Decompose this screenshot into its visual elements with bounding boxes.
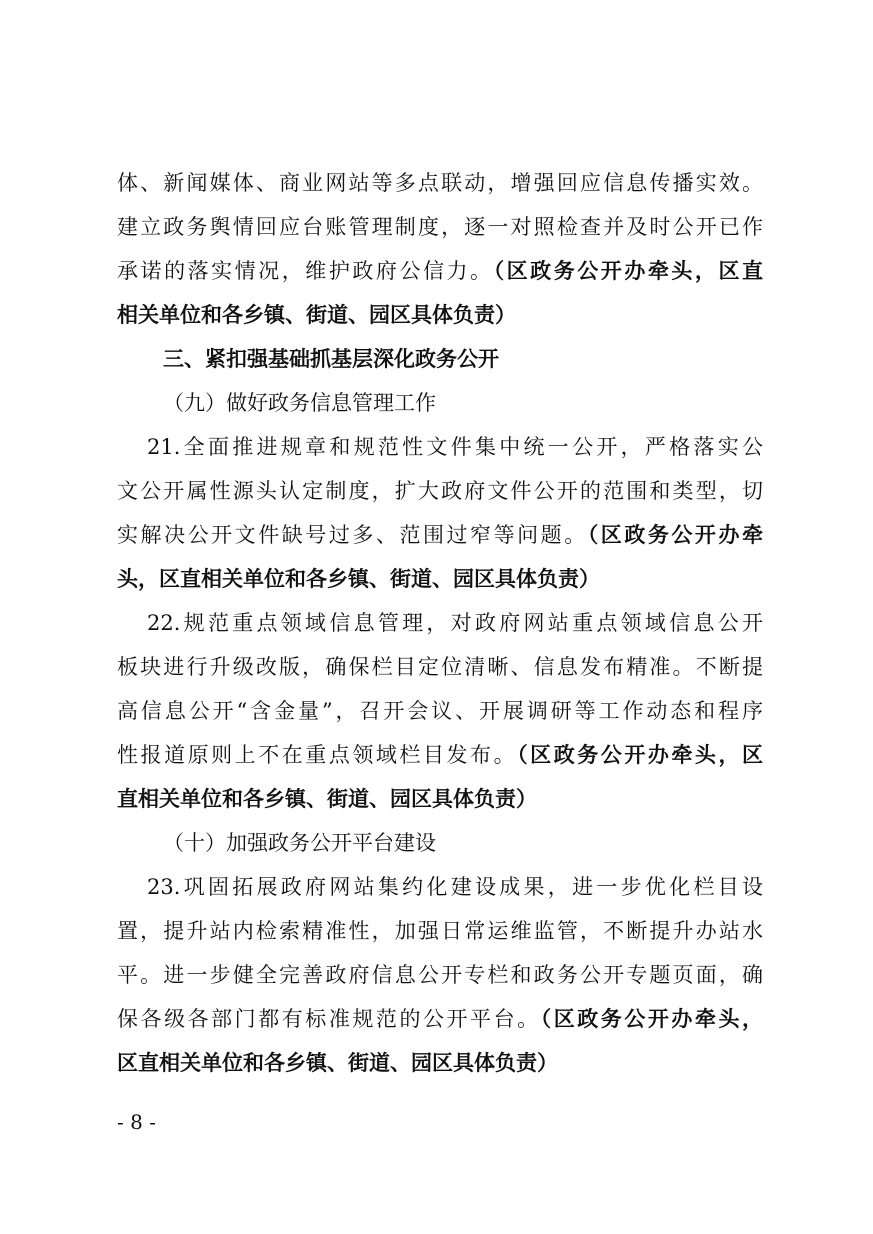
subsection-title: （十）加强政务公开平台建设 <box>163 831 436 855</box>
text: 22.规范重点领域信息管理，对政府网站重点领域信息公开 <box>147 611 763 635</box>
text: 实解决公开文件缺号过多、范围过窄等问题。 <box>117 523 588 547</box>
responsibility-note: （区政务公开办牵头，区 <box>517 742 763 767</box>
section-heading <box>117 337 763 381</box>
responsibility-note: （区政务公开办牵头，区直 <box>493 258 763 283</box>
text: 文公开属性源头认定制度，扩大政府文件公开的范围和类型，切 <box>117 479 763 503</box>
page-number: - 8 - <box>117 1110 156 1134</box>
text-line <box>117 733 763 777</box>
text-line <box>117 425 763 469</box>
subsection-heading <box>117 821 763 865</box>
text: 体、新闻媒体、商业网站等多点联动，增强回应信息传播实效。 <box>117 171 763 195</box>
text-line <box>117 865 763 909</box>
text-line <box>117 557 763 601</box>
text-line <box>117 689 763 733</box>
text-line <box>117 513 763 557</box>
text-line <box>117 997 763 1041</box>
text: 23.巩固拓展政府网站集约化建设成果，进一步优化栏目设 <box>147 875 763 899</box>
text-line <box>117 161 763 205</box>
text: 承诺的落实情况，维护政府公信力。 <box>117 259 494 283</box>
responsibility-note: 头，区直相关单位和各乡镇、街道、园区具体负责） <box>117 566 600 591</box>
responsibility-note: （区政务公开办牵 <box>587 522 763 547</box>
responsibility-note: 区直相关单位和各乡镇、街道、园区具体负责） <box>117 1050 558 1075</box>
text: 置，提升站内检索精准性，加强日常运维监管，不断提升办站水 <box>117 919 763 943</box>
text-line <box>117 1041 763 1085</box>
text: 平。进一步健全完善政府信息公开专栏和政务公开专题页面，确 <box>117 963 763 987</box>
text: 板块进行升级改版，确保栏目定位清晰、信息发布精准。不断提 <box>117 655 763 679</box>
subsection-title: （九）做好政务信息管理工作 <box>163 391 436 415</box>
document-body <box>117 161 763 1085</box>
responsibility-note: 直相关单位和各乡镇、街道、园区具体负责） <box>117 786 537 811</box>
text: 保各级各部门都有标准规范的公开平台。 <box>117 1007 541 1031</box>
text-line <box>117 205 763 249</box>
text-line <box>117 249 763 293</box>
text-line <box>117 645 763 689</box>
subsection-heading <box>117 381 763 425</box>
text-line <box>117 777 763 821</box>
text-line <box>117 293 763 337</box>
text: 21.全面推进规章和规范性文件集中统一公开，严格落实公 <box>147 435 763 459</box>
responsibility-note: （区政务公开办牵头， <box>540 1006 763 1031</box>
text-line <box>117 953 763 997</box>
text-line <box>117 469 763 513</box>
text-line <box>117 909 763 953</box>
text: 性报道原则上不在重点领域栏目发布。 <box>117 743 518 767</box>
responsibility-note: 相关单位和各乡镇、街道、园区具体负责） <box>117 302 516 327</box>
text-line <box>117 601 763 645</box>
section-title: 三、紧扣强基础抓基层深化政务公开 <box>163 346 499 371</box>
text: 建立政务舆情回应台账管理制度，逐一对照检查并及时公开已作 <box>117 215 763 239</box>
text: 高信息公开“含金量”，召开会议、开展调研等工作动态和程序 <box>117 699 763 723</box>
